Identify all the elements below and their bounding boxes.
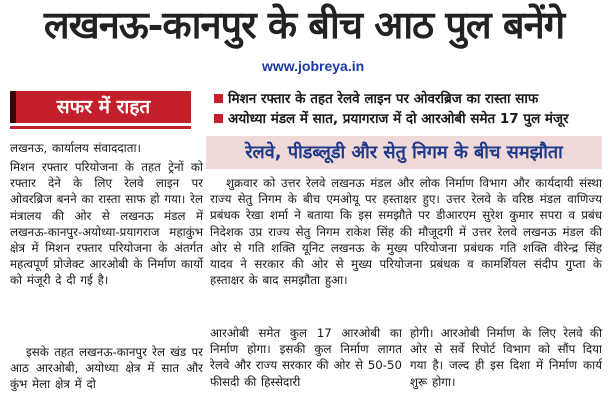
right-column-paragraph: आरओबी समेत कुल 17 आरओबी का निर्माण होगा। इसकी कुल निर्माण लागत रेलवे और राज्य सरकार की ओर से 50-50 फीसदी की हिस्सेदारी [210, 326, 402, 389]
headline: लखनऊ-कानपुर के बीच आठ पुल बनेंगे [43, 2, 565, 47]
right-column-paragraph: होगी। आरओबी निर्माण के लिए रेलवे की ओर से सर्वे रिपोर्ट विभाग को सौंप दिया गया है। जल्द ही इस दिशा में निर्माण कार्य शुरू होगा। [410, 326, 602, 389]
highlight-bullet: अयोध्या मंडल में सात, प्रयागराज में दो आरओबी समेत 17 पुल मंजूर [214, 110, 599, 128]
section-tag: सफर में राहत [10, 91, 191, 123]
left-column-paragraph: इसके तहत लखनऊ-कानपुर रेल खंड पर आठ आरओबी, अयोध्या क्षेत्र में सात और कुंभ मेला क्षेत्र में दो [10, 345, 203, 392]
watermark-url: www.jobreya.in [262, 58, 365, 74]
section-tag-underline [10, 126, 191, 129]
byline: लखनऊ, कार्यालय संवाददाता। [10, 141, 141, 155]
left-column-paragraph: मिशन रफ्तार परियोजना के तहत ट्रेनों को रफ्तार देने के लिए रेलवे लाइन पर ओवरब्रिज बनने का रास्ता साफ हो गया। रेल मंत्रालय की ओर से लखनऊ मंडल में लखनऊ-कानपुर-अयोध्या-प्रयागराज महाकुंभ क्षेत्र में मिशन रफ्तार परियोजना के अंतर्गत महत्वपूर्ण प्रोजेक्ट आरओबी के निर्माण कार्यो को मंजूरी दे दी गई है। [10, 160, 203, 288]
right-body-paragraph: शुक्रवार को उत्तर रेलवे लखनऊ मंडल और लोक निर्माण विभाग और कार्यदायी संस्था राज्य सेतु निगम के बीच एमओयू पर हस्ताक्षर हुए। उत्तर रेलवे के वरिष्ठ मंडल वाणिज्य प्रबंधक रेखा शर्मा ने बताया कि इस समझौते पर डीआरएम सुरेश कुमार सपरा व प्रबंध निदेशक उप्र राज्य सेतु निगम राकेश सिंह की मौजूदगी में उत्तर रेलवे लखनऊ मंडल की ओर से गति शक्ति यूनिट लखनऊ के मुख्य परियोजना प्रबंधक गति शक्ति वीरेन्द्र सिंह यादव ने सरकार की ओर से मुख्य परियोजना प्रबंधक व कामर्शियल संदीप गुप्ता के हस्ताक्षर के बाद समझौता हुआ। [210, 176, 602, 288]
subheading: रेलवे, पीडब्लूडी और सेतु निगम के बीच समझौता [206, 136, 602, 169]
highlight-bullet: मिशन रफ्तार के तहत रेलवे लाइन पर ओवरब्रिज का रास्ता साफ [214, 90, 599, 108]
